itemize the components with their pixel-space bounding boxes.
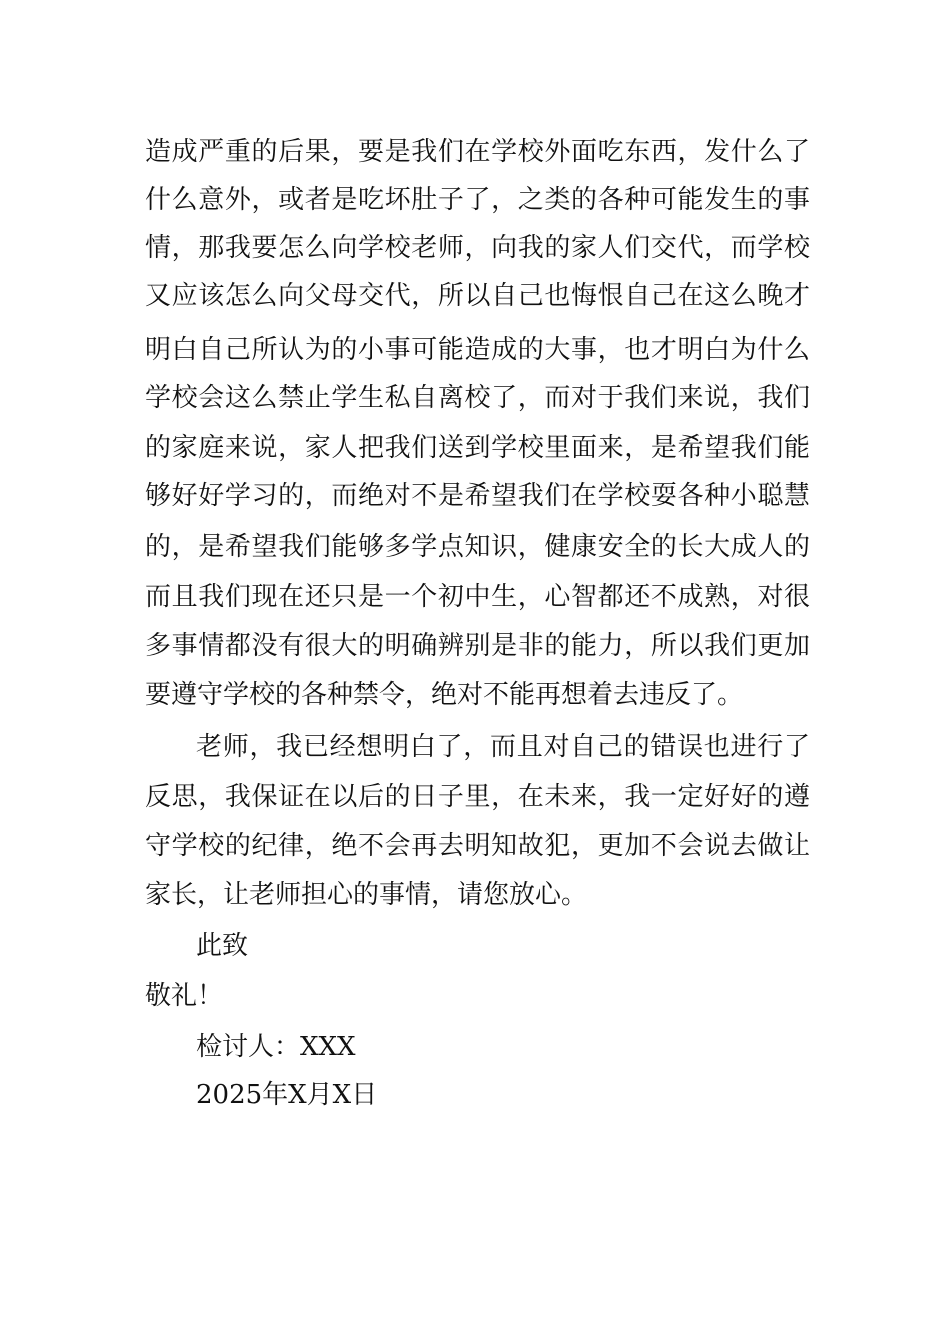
paragraph-1-line: 情，那我要怎么向学校老师，向我的家人们交代，而学校 [145, 233, 810, 263]
paragraph-1-line: 学校会这么禁止学生私自离校了，而对于我们来说，我们 [145, 383, 810, 413]
paragraph-1-line: 的家庭来说，家人把我们送到学校里面来，是希望我们能 [145, 433, 810, 463]
paragraph-2-last-line: 家长，让老师担心的事情，请您放心。 [145, 880, 588, 910]
paragraph-1-line: 的，是希望我们能够多学点知识，健康安全的长大成人的 [145, 532, 810, 562]
paragraph-1-last-line: 要遵守学校的各种禁令，绝对不能再想着去违反了。 [145, 680, 744, 710]
paragraph-1-line: 够好好学习的，而绝对不是希望我们在学校耍各种小聪慧 [145, 481, 810, 511]
paragraph-1-line: 又应该怎么向父母交代，所以自己也悔恨自己在这么晚才 [145, 281, 810, 311]
paragraph-2-line: 反思，我保证在以后的日子里，在未来，我一定好好的遵 [145, 782, 810, 812]
paragraph-2-line: 守学校的纪律，绝不会再去明知故犯，更加不会说去做让 [145, 831, 810, 861]
paragraph-1-line: 而且我们现在还只是一个初中生，心智都还不成熟，对很 [145, 582, 810, 612]
salutation-ci-zhi: 此致 [196, 931, 249, 961]
paragraph-1-line: 什么意外，或者是吃坏肚子了，之类的各种可能发生的事 [145, 185, 810, 215]
salutation-jing-li: 敬礼！ [145, 981, 224, 1011]
paragraph-1-line: 明白自己所认为的小事可能造成的大事，也才明白为什么 [145, 335, 810, 365]
signer-name: 检讨人：XXX [196, 1032, 356, 1062]
paragraph-1-line: 多事情都没有很大的明确辨别是非的能力，所以我们更加 [145, 631, 810, 661]
signature-date: 2025年X月X日 [196, 1080, 378, 1110]
paragraph-2-first-line: 老师，我已经想明白了，而且对自己的错误也进行了 [196, 732, 810, 762]
paragraph-1-line: 造成严重的后果，要是我们在学校外面吃东西，发什么了 [145, 137, 810, 167]
